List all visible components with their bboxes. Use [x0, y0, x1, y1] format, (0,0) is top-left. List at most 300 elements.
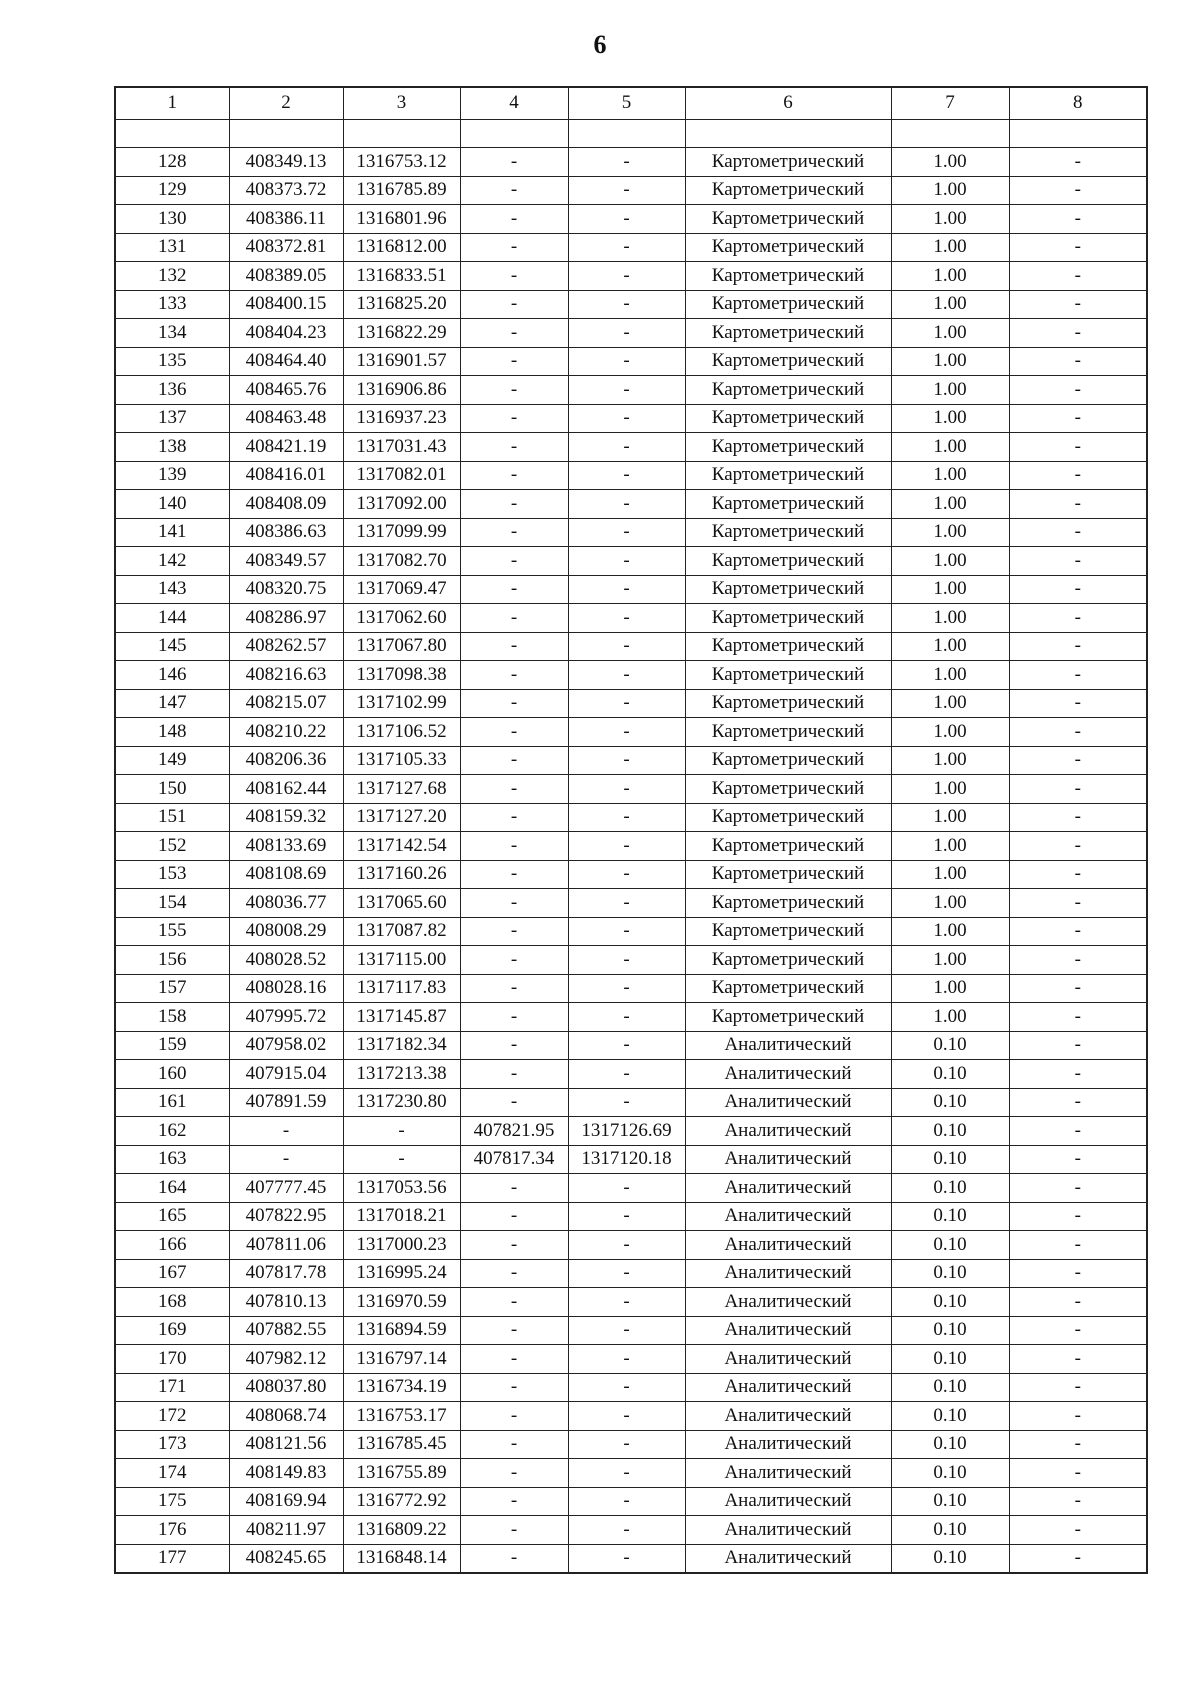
method-cell: Картометрический — [685, 575, 891, 604]
x-new-coordinate-cell: - — [460, 376, 568, 405]
method-cell: Картометрический — [685, 347, 891, 376]
page-number: 6 — [593, 30, 607, 59]
table-row — [115, 1003, 1147, 1032]
accuracy-cell: 1.00 — [891, 461, 1009, 490]
y-new-coordinate-cell: - — [568, 746, 685, 775]
table-row — [115, 946, 1147, 975]
accuracy-cell: 1.00 — [891, 803, 1009, 832]
x-new-coordinate-cell: - — [460, 233, 568, 262]
x-coordinate-cell: 408210.22 — [229, 718, 343, 747]
x-coordinate-cell: 407810.13 — [229, 1288, 343, 1317]
y-coordinate-cell: 1316753.12 — [343, 148, 460, 177]
x-new-coordinate-cell: - — [460, 1031, 568, 1060]
coordinates-table — [114, 86, 1148, 1574]
y-new-coordinate-cell: - — [568, 1402, 685, 1431]
method-cell: Картометрический — [685, 1003, 891, 1032]
x-coordinate-cell: 408121.56 — [229, 1430, 343, 1459]
method-cell: Аналитический — [685, 1288, 891, 1317]
table-row — [115, 404, 1147, 433]
column-header: 8 — [1009, 87, 1147, 119]
x-new-coordinate-cell: - — [460, 1202, 568, 1231]
note-cell: - — [1009, 1259, 1147, 1288]
table-row — [115, 1316, 1147, 1345]
method-cell: Картометрический — [685, 632, 891, 661]
accuracy-cell: 1.00 — [891, 262, 1009, 291]
x-coordinate-cell: 408206.36 — [229, 746, 343, 775]
column-header: 3 — [343, 87, 460, 119]
x-new-coordinate-cell: - — [460, 1516, 568, 1545]
accuracy-cell: 1.00 — [891, 376, 1009, 405]
point-number-cell — [115, 119, 229, 148]
method-cell: Картометрический — [685, 832, 891, 861]
note-cell: - — [1009, 746, 1147, 775]
y-coordinate-cell: 1316825.20 — [343, 290, 460, 319]
x-new-coordinate-cell: - — [460, 433, 568, 462]
point-number-cell: 177 — [115, 1544, 229, 1573]
note-cell: - — [1009, 319, 1147, 348]
note-cell: - — [1009, 490, 1147, 519]
note-cell: - — [1009, 632, 1147, 661]
note-cell: - — [1009, 803, 1147, 832]
y-coordinate-cell: 1316785.89 — [343, 176, 460, 205]
x-new-coordinate-cell: - — [460, 1003, 568, 1032]
method-cell: Аналитический — [685, 1373, 891, 1402]
x-coordinate-cell: 408404.23 — [229, 319, 343, 348]
note-cell: - — [1009, 233, 1147, 262]
accuracy-cell: 1.00 — [891, 889, 1009, 918]
y-coordinate-cell: 1317182.34 — [343, 1031, 460, 1060]
table-header-row — [115, 87, 1147, 119]
y-coordinate-cell: 1317105.33 — [343, 746, 460, 775]
point-number-cell: 174 — [115, 1459, 229, 1488]
y-new-coordinate-cell: - — [568, 575, 685, 604]
accuracy-cell: 1.00 — [891, 547, 1009, 576]
y-coordinate-cell: 1316901.57 — [343, 347, 460, 376]
note-cell: - — [1009, 1402, 1147, 1431]
y-coordinate-cell: 1317102.99 — [343, 689, 460, 718]
y-coordinate-cell: 1317099.99 — [343, 518, 460, 547]
y-coordinate-cell: 1317098.38 — [343, 661, 460, 690]
point-number-cell: 176 — [115, 1516, 229, 1545]
x-new-coordinate-cell: - — [460, 1259, 568, 1288]
x-coordinate-cell: 408036.77 — [229, 889, 343, 918]
x-new-coordinate-cell: - — [460, 1231, 568, 1260]
method-cell: Картометрический — [685, 290, 891, 319]
note-cell: - — [1009, 832, 1147, 861]
y-new-coordinate-cell: - — [568, 319, 685, 348]
accuracy-cell: 1.00 — [891, 319, 1009, 348]
table-row — [115, 917, 1147, 946]
x-new-coordinate-cell: - — [460, 746, 568, 775]
y-coordinate-cell: 1317087.82 — [343, 917, 460, 946]
accuracy-cell: 1.00 — [891, 575, 1009, 604]
table-row — [115, 1544, 1147, 1573]
note-cell: - — [1009, 1145, 1147, 1174]
y-coordinate-cell: 1316785.45 — [343, 1430, 460, 1459]
y-coordinate-cell: 1317062.60 — [343, 604, 460, 633]
method-cell: Картометрический — [685, 689, 891, 718]
x-new-coordinate-cell: - — [460, 176, 568, 205]
point-number-cell: 142 — [115, 547, 229, 576]
accuracy-cell: 0.10 — [891, 1145, 1009, 1174]
y-coordinate-cell: 1316970.59 — [343, 1288, 460, 1317]
note-cell: - — [1009, 1345, 1147, 1374]
table-row — [115, 547, 1147, 576]
point-number-cell: 172 — [115, 1402, 229, 1431]
y-new-coordinate-cell — [568, 119, 685, 148]
x-coordinate-cell: 408373.72 — [229, 176, 343, 205]
y-new-coordinate-cell: - — [568, 889, 685, 918]
x-new-coordinate-cell: - — [460, 1288, 568, 1317]
method-cell: Аналитический — [685, 1231, 891, 1260]
method-cell: Картометрический — [685, 461, 891, 490]
y-new-coordinate-cell: - — [568, 1430, 685, 1459]
table-row — [115, 148, 1147, 177]
point-number-cell: 132 — [115, 262, 229, 291]
table-row — [115, 433, 1147, 462]
table-row — [115, 718, 1147, 747]
x-coordinate-cell: 407915.04 — [229, 1060, 343, 1089]
accuracy-cell: 1.00 — [891, 832, 1009, 861]
y-new-coordinate-cell: - — [568, 917, 685, 946]
y-coordinate-cell: 1316812.00 — [343, 233, 460, 262]
accuracy-cell: 0.10 — [891, 1088, 1009, 1117]
note-cell: - — [1009, 1174, 1147, 1203]
note-cell: - — [1009, 461, 1147, 490]
method-cell: Аналитический — [685, 1117, 891, 1146]
method-cell: Картометрический — [685, 518, 891, 547]
method-cell: Картометрический — [685, 433, 891, 462]
method-cell: Картометрический — [685, 974, 891, 1003]
column-header: 1 — [115, 87, 229, 119]
x-new-coordinate-cell: 407821.95 — [460, 1117, 568, 1146]
x-coordinate-cell: 408421.19 — [229, 433, 343, 462]
x-coordinate-cell: 408349.13 — [229, 148, 343, 177]
point-number-cell: 159 — [115, 1031, 229, 1060]
table-row — [115, 119, 1147, 148]
accuracy-cell: 1.00 — [891, 604, 1009, 633]
note-cell: - — [1009, 1516, 1147, 1545]
accuracy-cell: 0.10 — [891, 1459, 1009, 1488]
method-cell: Картометрический — [685, 376, 891, 405]
method-cell: Картометрический — [685, 718, 891, 747]
x-new-coordinate-cell: - — [460, 946, 568, 975]
table-row — [115, 518, 1147, 547]
method-cell: Аналитический — [685, 1516, 891, 1545]
y-new-coordinate-cell: - — [568, 490, 685, 519]
x-coordinate-cell: 408159.32 — [229, 803, 343, 832]
x-coordinate-cell: 408133.69 — [229, 832, 343, 861]
x-coordinate-cell: 408028.16 — [229, 974, 343, 1003]
point-number-cell: 150 — [115, 775, 229, 804]
x-new-coordinate-cell: - — [460, 1316, 568, 1345]
point-number-cell: 154 — [115, 889, 229, 918]
y-new-coordinate-cell: - — [568, 775, 685, 804]
accuracy-cell: 1.00 — [891, 974, 1009, 1003]
y-new-coordinate-cell: - — [568, 1373, 685, 1402]
x-coordinate-cell: 407995.72 — [229, 1003, 343, 1032]
method-cell: Картометрический — [685, 889, 891, 918]
table-row — [115, 1117, 1147, 1146]
x-coordinate-cell: 408028.52 — [229, 946, 343, 975]
accuracy-cell: 1.00 — [891, 233, 1009, 262]
point-number-cell: 166 — [115, 1231, 229, 1260]
x-coordinate-cell: 408008.29 — [229, 917, 343, 946]
y-new-coordinate-cell: - — [568, 803, 685, 832]
y-new-coordinate-cell: - — [568, 262, 685, 291]
accuracy-cell: 1.00 — [891, 518, 1009, 547]
accuracy-cell: 1.00 — [891, 148, 1009, 177]
x-new-coordinate-cell: - — [460, 632, 568, 661]
y-coordinate-cell: 1316822.29 — [343, 319, 460, 348]
column-header: 5 — [568, 87, 685, 119]
method-cell: Картометрический — [685, 262, 891, 291]
accuracy-cell: 1.00 — [891, 917, 1009, 946]
x-new-coordinate-cell: - — [460, 461, 568, 490]
x-new-coordinate-cell: - — [460, 775, 568, 804]
point-number-cell: 146 — [115, 661, 229, 690]
accuracy-cell: 0.10 — [891, 1345, 1009, 1374]
y-coordinate-cell: 1316753.17 — [343, 1402, 460, 1431]
accuracy-cell: 1.00 — [891, 746, 1009, 775]
y-coordinate-cell: 1316734.19 — [343, 1373, 460, 1402]
point-number-cell: 151 — [115, 803, 229, 832]
x-new-coordinate-cell: - — [460, 860, 568, 889]
accuracy-cell: 0.10 — [891, 1402, 1009, 1431]
y-new-coordinate-cell: - — [568, 1516, 685, 1545]
x-coordinate-cell: 408068.74 — [229, 1402, 343, 1431]
point-number-cell: 148 — [115, 718, 229, 747]
x-coordinate-cell: 408169.94 — [229, 1487, 343, 1516]
accuracy-cell: 1.00 — [891, 176, 1009, 205]
note-cell: - — [1009, 404, 1147, 433]
note-cell: - — [1009, 205, 1147, 234]
note-cell: - — [1009, 176, 1147, 205]
point-number-cell: 138 — [115, 433, 229, 462]
note-cell: - — [1009, 1316, 1147, 1345]
y-coordinate-cell: 1317031.43 — [343, 433, 460, 462]
y-coordinate-cell: 1317142.54 — [343, 832, 460, 861]
y-new-coordinate-cell: - — [568, 689, 685, 718]
point-number-cell: 165 — [115, 1202, 229, 1231]
x-new-coordinate-cell: - — [460, 347, 568, 376]
table-row — [115, 376, 1147, 405]
y-new-coordinate-cell: - — [568, 233, 685, 262]
method-cell: Аналитический — [685, 1316, 891, 1345]
y-coordinate-cell: 1317106.52 — [343, 718, 460, 747]
method-cell: Картометрический — [685, 404, 891, 433]
table-row — [115, 1145, 1147, 1174]
point-number-cell: 170 — [115, 1345, 229, 1374]
point-number-cell: 157 — [115, 974, 229, 1003]
y-new-coordinate-cell: - — [568, 1174, 685, 1203]
x-coordinate-cell: 408162.44 — [229, 775, 343, 804]
point-number-cell: 164 — [115, 1174, 229, 1203]
y-coordinate-cell: 1317230.80 — [343, 1088, 460, 1117]
y-coordinate-cell: 1317145.87 — [343, 1003, 460, 1032]
point-number-cell: 153 — [115, 860, 229, 889]
note-cell: - — [1009, 433, 1147, 462]
x-coordinate-cell: - — [229, 1145, 343, 1174]
method-cell: Картометрический — [685, 860, 891, 889]
accuracy-cell: 0.10 — [891, 1259, 1009, 1288]
x-new-coordinate-cell: - — [460, 689, 568, 718]
note-cell: - — [1009, 1202, 1147, 1231]
method-cell: Аналитический — [685, 1174, 891, 1203]
table-row — [115, 1430, 1147, 1459]
method-cell: Аналитический — [685, 1487, 891, 1516]
accuracy-cell: 1.00 — [891, 347, 1009, 376]
method-cell: Аналитический — [685, 1459, 891, 1488]
y-coordinate-cell: 1317053.56 — [343, 1174, 460, 1203]
column-header: 7 — [891, 87, 1009, 119]
x-new-coordinate-cell: - — [460, 974, 568, 1003]
point-number-cell: 144 — [115, 604, 229, 633]
y-coordinate-cell: 1317160.26 — [343, 860, 460, 889]
y-new-coordinate-cell: 1317120.18 — [568, 1145, 685, 1174]
point-number-cell: 129 — [115, 176, 229, 205]
method-cell: Картометрический — [685, 746, 891, 775]
accuracy-cell: 1.00 — [891, 433, 1009, 462]
point-number-cell: 145 — [115, 632, 229, 661]
point-number-cell: 134 — [115, 319, 229, 348]
accuracy-cell: 1.00 — [891, 632, 1009, 661]
note-cell: - — [1009, 775, 1147, 804]
accuracy-cell: 0.10 — [891, 1430, 1009, 1459]
x-new-coordinate-cell: - — [460, 490, 568, 519]
accuracy-cell: 1.00 — [891, 718, 1009, 747]
y-new-coordinate-cell: - — [568, 860, 685, 889]
y-coordinate-cell: 1317127.20 — [343, 803, 460, 832]
method-cell: Аналитический — [685, 1060, 891, 1089]
accuracy-cell: 0.10 — [891, 1231, 1009, 1260]
table-row — [115, 632, 1147, 661]
table-row — [115, 1487, 1147, 1516]
note-cell: - — [1009, 860, 1147, 889]
x-new-coordinate-cell — [460, 119, 568, 148]
x-new-coordinate-cell: - — [460, 547, 568, 576]
x-new-coordinate-cell: - — [460, 1459, 568, 1488]
y-coordinate-cell: 1317092.00 — [343, 490, 460, 519]
table-row — [115, 889, 1147, 918]
accuracy-cell: 0.10 — [891, 1202, 1009, 1231]
accuracy-cell: 0.10 — [891, 1117, 1009, 1146]
x-coordinate-cell: 408386.63 — [229, 518, 343, 547]
x-coordinate-cell: 408408.09 — [229, 490, 343, 519]
note-cell: - — [1009, 376, 1147, 405]
y-new-coordinate-cell: - — [568, 1088, 685, 1117]
point-number-cell: 136 — [115, 376, 229, 405]
y-new-coordinate-cell: 1317126.69 — [568, 1117, 685, 1146]
point-number-cell: 135 — [115, 347, 229, 376]
method-cell: Картометрический — [685, 547, 891, 576]
point-number-cell: 128 — [115, 148, 229, 177]
y-new-coordinate-cell: - — [568, 1031, 685, 1060]
y-coordinate-cell: 1316937.23 — [343, 404, 460, 433]
method-cell: Картометрический — [685, 775, 891, 804]
y-new-coordinate-cell: - — [568, 290, 685, 319]
x-coordinate-cell: 407882.55 — [229, 1316, 343, 1345]
point-number-cell: 156 — [115, 946, 229, 975]
column-header: 6 — [685, 87, 891, 119]
x-coordinate-cell: 408465.76 — [229, 376, 343, 405]
method-cell: Картометрический — [685, 946, 891, 975]
accuracy-cell: 0.10 — [891, 1174, 1009, 1203]
x-coordinate-cell: 408211.97 — [229, 1516, 343, 1545]
method-cell: Аналитический — [685, 1259, 891, 1288]
x-new-coordinate-cell: - — [460, 889, 568, 918]
note-cell: - — [1009, 718, 1147, 747]
point-number-cell: 158 — [115, 1003, 229, 1032]
y-new-coordinate-cell: - — [568, 1544, 685, 1573]
note-cell: - — [1009, 661, 1147, 690]
note-cell: - — [1009, 1088, 1147, 1117]
point-number-cell: 173 — [115, 1430, 229, 1459]
table-row — [115, 832, 1147, 861]
method-cell: Аналитический — [685, 1345, 891, 1374]
y-coordinate-cell: 1316894.59 — [343, 1316, 460, 1345]
y-coordinate-cell: 1316797.14 — [343, 1345, 460, 1374]
point-number-cell: 162 — [115, 1117, 229, 1146]
accuracy-cell: 0.10 — [891, 1544, 1009, 1573]
y-coordinate-cell: 1316906.86 — [343, 376, 460, 405]
accuracy-cell: 1.00 — [891, 290, 1009, 319]
y-new-coordinate-cell: - — [568, 718, 685, 747]
method-cell: Аналитический — [685, 1031, 891, 1060]
x-new-coordinate-cell: - — [460, 518, 568, 547]
note-cell: - — [1009, 1487, 1147, 1516]
point-number-cell: 139 — [115, 461, 229, 490]
y-coordinate-cell: 1316755.89 — [343, 1459, 460, 1488]
note-cell: - — [1009, 1031, 1147, 1060]
y-coordinate-cell: - — [343, 1145, 460, 1174]
table-row — [115, 176, 1147, 205]
y-coordinate-cell: - — [343, 1117, 460, 1146]
method-cell: Картометрический — [685, 661, 891, 690]
table-row — [115, 661, 1147, 690]
y-new-coordinate-cell: - — [568, 461, 685, 490]
y-new-coordinate-cell: - — [568, 832, 685, 861]
table-row — [115, 490, 1147, 519]
x-new-coordinate-cell: - — [460, 917, 568, 946]
y-coordinate-cell: 1317082.01 — [343, 461, 460, 490]
y-coordinate-cell — [343, 119, 460, 148]
x-coordinate-cell: 407958.02 — [229, 1031, 343, 1060]
y-new-coordinate-cell: - — [568, 974, 685, 1003]
note-cell: - — [1009, 1373, 1147, 1402]
x-coordinate-cell: 408245.65 — [229, 1544, 343, 1573]
table-row — [115, 347, 1147, 376]
y-coordinate-cell: 1317082.70 — [343, 547, 460, 576]
y-new-coordinate-cell: - — [568, 632, 685, 661]
x-coordinate-cell: 408216.63 — [229, 661, 343, 690]
y-coordinate-cell: 1317000.23 — [343, 1231, 460, 1260]
x-coordinate-cell: 408215.07 — [229, 689, 343, 718]
y-coordinate-cell: 1317115.00 — [343, 946, 460, 975]
y-new-coordinate-cell: - — [568, 376, 685, 405]
x-coordinate-cell: 407817.78 — [229, 1259, 343, 1288]
table-row — [115, 974, 1147, 1003]
method-cell — [685, 119, 891, 148]
note-cell: - — [1009, 575, 1147, 604]
y-new-coordinate-cell: - — [568, 604, 685, 633]
method-cell: Картометрический — [685, 319, 891, 348]
y-new-coordinate-cell: - — [568, 1487, 685, 1516]
y-coordinate-cell: 1316809.22 — [343, 1516, 460, 1545]
x-new-coordinate-cell: - — [460, 1373, 568, 1402]
x-coordinate-cell: 408389.05 — [229, 262, 343, 291]
note-cell: - — [1009, 262, 1147, 291]
